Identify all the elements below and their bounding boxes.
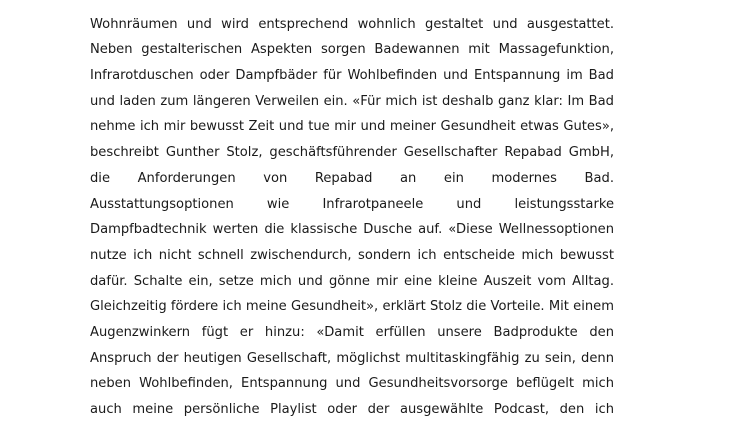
text-line: neben Wohlbefinden, Entspannung und Gesundheitsvorsorge beflügelt mich: [90, 376, 614, 392]
text-line: Ausstattungsoptionen wie Infrarotpaneele und leistungsstarke: [90, 196, 614, 212]
text-line: und laden zum längeren Verweilen ein. «Für mich ist deshalb ganz klar: Im Bad: [90, 93, 614, 109]
document-page: [90, 0, 614, 423]
text-line: Neben gestalterischen Aspekten sorgen Badewannen mit Massagefunktion,: [90, 42, 614, 58]
text-line: auch meine persönliche Playlist oder der ausgewählte Podcast, den ich: [90, 402, 614, 417]
text-line: Anspruch der heutigen Gesellschaft, möglichst multitaskingfähig zu sein, denn: [90, 350, 614, 366]
text-line: die Anforderungen von Repabad an ein modernes Bad.: [90, 170, 614, 186]
text-line: Augenzwinkern fügt er hinzu: «Damit erfüllen unsere Badprodukte den: [90, 324, 614, 340]
text-line: Wohnräumen und wird entsprechend wohnlich gestaltet und ausgestattet.: [90, 16, 614, 32]
text-line: [90, 0, 614, 12]
text-line: Gleichzeitig fördere ich meine Gesundheit», erklärt Stolz die Vorteile. Mit einem: [90, 299, 614, 315]
text-line: dafür. Schalte ein, setze mich und gönne mir eine kleine Auszeit vom Alltag.: [90, 273, 614, 289]
text-line: Dampfbadtechnik werten die klassische Dusche auf. «Diese Wellnessoptionen: [90, 222, 614, 238]
text-line: beschreibt Gunther Stolz, geschäftsführender Gesellschafter Repabad GmbH,: [90, 145, 614, 161]
text-line: nutze ich nicht schnell zwischendurch, sondern ich entscheide mich bewusst: [90, 247, 614, 263]
text-line: Infrarotduschen oder Dampfbäder für Wohlbefinden und Entspannung im Bad: [90, 68, 614, 84]
text-line: nehme ich mir bewusst Zeit und tue mir und meiner Gesundheit etwas Gutes»,: [90, 119, 614, 135]
